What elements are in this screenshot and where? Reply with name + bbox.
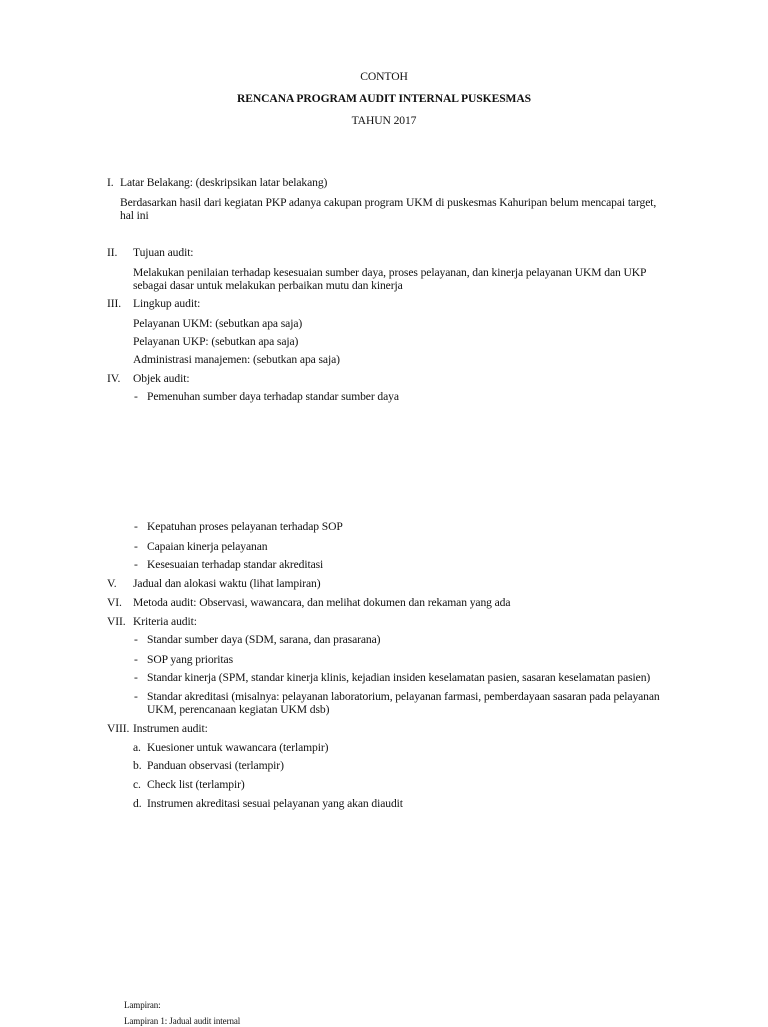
section-2-title: Tujuan audit:	[133, 246, 194, 259]
bullet-dash: -	[134, 390, 138, 403]
criteria-item-continuation: UKM, perencanaan kegiatan UKM dsb)	[147, 703, 330, 716]
criteria-item: Standar kinerja (SPM, standar kinerja klinis, kejadian insiden keselamatan pasien, sasaran keselamatan pasien)	[147, 671, 651, 684]
section-5-title: Jadual dan alokasi waktu (lihat lampiran)	[133, 577, 321, 590]
section-4-number: IV.	[107, 372, 121, 385]
list-marker: d.	[133, 797, 142, 810]
instrument-item: Kuesioner untuk wawancara (terlampir)	[147, 741, 329, 754]
section-1-number: I.	[107, 176, 114, 189]
audit-object-item: Capaian kinerja pelayanan	[147, 540, 268, 553]
doc-year: TAHUN 2017	[351, 114, 417, 127]
section-6-title: Metoda audit: Observasi, wawancara, dan melihat dokumen dan rekaman yang ada	[133, 596, 511, 609]
audit-object-item: Pemenuhan sumber daya terhadap standar sumber daya	[147, 390, 399, 403]
bullet-dash: -	[134, 690, 138, 703]
section-3-title: Lingkup audit:	[133, 297, 201, 310]
section-7-title: Kriteria audit:	[133, 615, 197, 628]
bullet-dash: -	[134, 653, 138, 666]
section-1-paragraph-line-2: hal ini	[120, 209, 149, 222]
doc-label: CONTOH	[360, 70, 408, 83]
scope-item: Administrasi manajemen: (sebutkan apa saja)	[133, 353, 340, 366]
criteria-item: Standar sumber daya (SDM, sarana, dan prasarana)	[147, 633, 381, 646]
bullet-dash: -	[134, 558, 138, 571]
bullet-dash: -	[134, 671, 138, 684]
instrument-item: Check list (terlampir)	[147, 778, 245, 791]
section-2-paragraph-line-2: sebagai dasar untuk melakukan perbaikan mutu dan kinerja	[133, 279, 403, 292]
section-1-paragraph-line-1: Berdasarkan hasil dari kegiatan PKP adanya cakupan program UKM di puskesmas Kahuripan belum mencapai target,	[120, 196, 657, 209]
section-4-title: Objek audit:	[133, 372, 190, 385]
audit-object-item: Kesesuaian terhadap standar akreditasi	[147, 558, 324, 571]
list-marker: b.	[133, 759, 142, 772]
list-marker: a.	[133, 741, 141, 754]
section-5-number: V.	[107, 577, 117, 590]
list-marker: c.	[133, 778, 141, 791]
bullet-dash: -	[134, 540, 138, 553]
criteria-item: Standar akreditasi (misalnya: pelayanan laboratorium, pelayanan farmasi, pemberdayaan sasaran pada pelayanan	[147, 690, 660, 703]
audit-object-item: Kepatuhan proses pelayanan terhadap SOP	[147, 520, 343, 533]
criteria-item: SOP yang prioritas	[147, 653, 234, 666]
scope-item: Pelayanan UKP: (sebutkan apa saja)	[133, 335, 299, 348]
section-1-title: Latar Belakang: (deskripsikan latar belakang)	[120, 176, 328, 189]
instrument-item: Panduan observasi (terlampir)	[147, 759, 284, 772]
attachment-label: Lampiran:	[124, 1000, 161, 1010]
instrument-item: Instrumen akreditasi sesuai pelayanan yang akan diaudit	[147, 797, 403, 810]
section-3-number: III.	[107, 297, 122, 310]
section-8-number: VIII.	[107, 722, 130, 735]
scope-item: Pelayanan UKM: (sebutkan apa saja)	[133, 317, 303, 330]
attachment-item: Lampiran 1: Jadual audit internal	[124, 1016, 241, 1026]
section-6-number: VI.	[107, 596, 122, 609]
bullet-dash: -	[134, 520, 138, 533]
section-7-number: VII.	[107, 615, 126, 628]
bullet-dash: -	[134, 633, 138, 646]
section-2-number: II.	[107, 246, 118, 259]
section-2-paragraph-line-1: Melakukan penilaian terhadap kesesuaian sumber daya, proses pelayanan, dan kinerja pelayanan UKM dan UKP	[133, 266, 647, 279]
doc-title: RENCANA PROGRAM AUDIT INTERNAL PUSKESMAS	[236, 92, 532, 105]
section-8-title: Instrumen audit:	[133, 722, 208, 735]
